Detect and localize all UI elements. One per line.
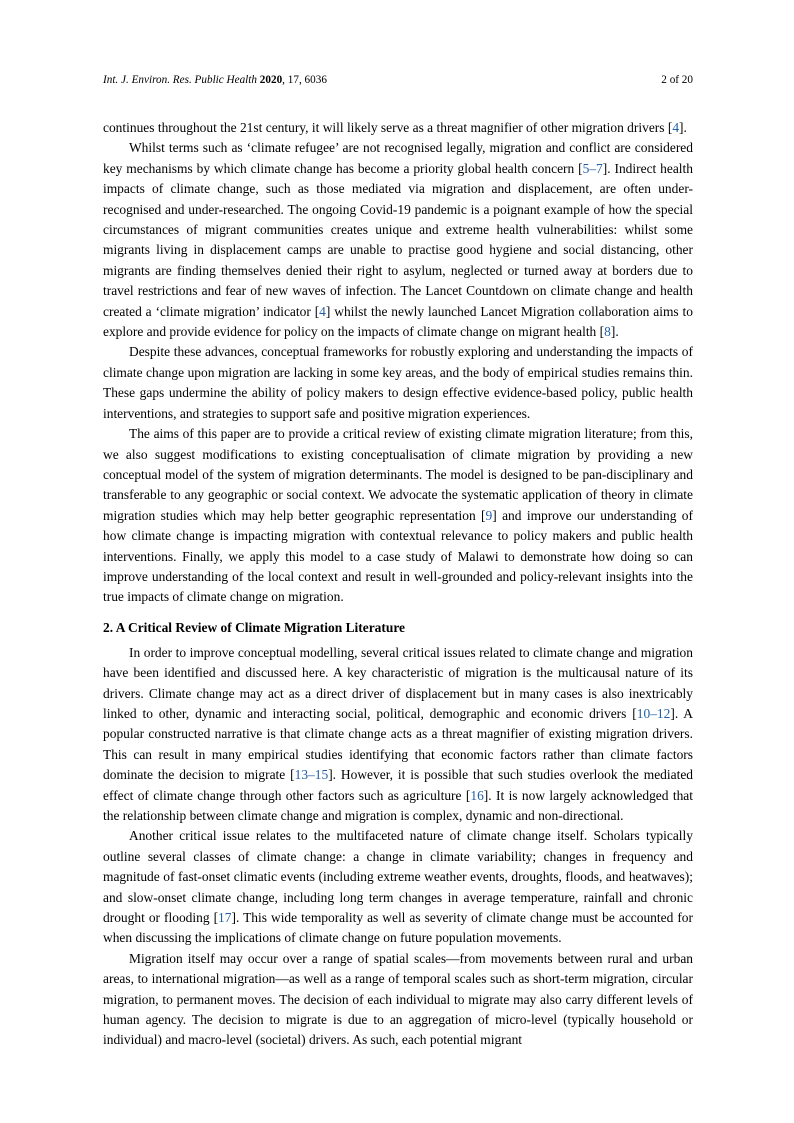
running-header [103, 73, 693, 87]
body-paragraph [103, 118, 693, 138]
paragraph-text: ]. [610, 324, 619, 340]
body-paragraph [103, 138, 693, 342]
paragraph-text: ]. A popular constructed narrative is that climate change acts as a threat magnifier of existing migration drivers. This can result in many empirical studies identifying that economic factors rather than climate factors dominate the decision to migrate [ [103, 705, 694, 783]
paragraph-text: ] and improve our understanding of how climate change is impacting migration with contextual relevance to policy makers and public health interventions. Finally, we apply this model to a case study of Malawi to demonstrate how doing so can improve understanding of the local context and result in well-grounded and policy-relevant insights into the true impacts of climate change on migration. [103, 507, 693, 605]
citation-link[interactable]: 9 [485, 507, 493, 523]
citation-link[interactable]: 4 [319, 303, 326, 319]
journal-year: 2020 [259, 74, 283, 86]
paragraph-text: In order to improve conceptual modelling, several critical issues related to climate change and migration have been identified and discussed here. A key characteristic of migration is the multicausal nature of its drivers. Climate change may act as a direct driver of displacement but in many cases is also inextricably linked to other, dynamic and interacting social, political, demographic and economic drivers [ [103, 644, 693, 721]
paragraph-text: Another critical issue relates to the multifaceted nature of climate change itself. Scholars typically outline several classes of climate change: a change in climate variability; changes in frequency and magnitude of fast-onset climatic events (including extreme weather events, droughts, floods, and heatwaves); and slow-onset climate change, including long term changes in average temperature, rainfall and chronic drought or flooding [ [103, 828, 693, 926]
paragraph-text: ]. However, it is possible that such studies overlook the mediated effect of climate change through other factors such as agriculture [ [103, 767, 693, 803]
body-paragraph [103, 643, 693, 827]
journal-volume: , 17, 6036 [282, 74, 327, 86]
journal-name: Int. J. Environ. Res. Public Health [103, 74, 257, 86]
body-paragraph [103, 949, 693, 1051]
paragraph-text: Whilst terms such as ‘climate refugee’ are not recognised legally, migration and conflict are considered key mechanisms by which climate change has become a priority global health concern [ [103, 140, 693, 176]
paragraph-text: Migration itself may occur over a range of spatial scales—from movements between rural and urban areas, to international migration—as well as a range of temporal scales such as short-term migration, circular migration, to permanent moves. The decision of each individual to migrate may also carry different levels of human agency. The decision to migrate is due to an aggregation of micro-level (typically household or individual) and macro-level (societal) drivers. As such, each potential migrant [103, 950, 693, 1048]
paragraph-text: ]. Indirect health impacts of climate change, such as those mediated via migration and displacement, are often under-recognised and under-researched. The ongoing Covid-19 pandemic is a poignant example of how the special circumstances of migrant communities creates unique and extreme health vulnerabilities: whilst some migrants living in displacement camps are unable to practise good hygiene and social distancing, other migrants are finding themselves denied their right to asylum, neglected or turned away at borders due to travel restrictions and fear of new waves of infection. The Lancet Countdown on climate change and health created a ‘climate migration’ indicator [ [103, 160, 693, 319]
page-number: 2 of 20 [661, 74, 693, 86]
citation-link[interactable]: 5–7 [582, 160, 603, 176]
paragraph-text: The aims of this paper are to provide a critical review of existing climate migration literature; from this, we also suggest modifications to existing conceptualisation of climate migration by providing a new conceptual model of the system of migration determinants. The model is designed to be pan-disciplinary and transferable to any geographic or social context. We advocate the systematic application of theory in climate migration studies which may help better geographic representation [ [103, 426, 693, 523]
citation-link[interactable]: 4 [672, 120, 680, 135]
body-paragraph [103, 826, 693, 948]
paragraph-text: Despite these advances, conceptual frameworks for robustly exploring and understanding the impacts of climate change upon migration are lacking in some key areas, and the body of empirical studies remains thin. These gaps undermine the ability of policy makers to design effective evidence-based policy, public health interventions, and strategies to support safe and positive migration experiences. [103, 344, 693, 421]
paragraph-text: continues throughout the 21st century, it will likely serve as a threat magnifier of other migration drivers [ [103, 120, 673, 135]
paragraph-text: ]. This wide temporality as well as severity of climate change must be accounted for when discussing the implications of climate change on future population movements. [103, 910, 693, 946]
paragraph-text: ]. It is now largely acknowledged that the relationship between climate change and migration is complex, dynamic and non-directional. [103, 787, 693, 823]
paragraph-text: ]. [679, 120, 687, 135]
article-body [103, 118, 693, 1051]
citation-link[interactable]: 13–15 [294, 767, 329, 783]
body-paragraph [103, 424, 693, 608]
citation-link[interactable]: 16 [470, 787, 484, 803]
section-heading: 2. A Critical Review of Climate Migration Literature [103, 619, 406, 635]
citation-link[interactable]: 10–12 [636, 705, 671, 721]
citation-link[interactable]: 17 [218, 910, 232, 926]
paragraph-text: ] whilst the newly launched Lancet Migration collaboration aims to explore and provide evidence for policy on the impacts of climate change on migrant health [ [103, 303, 693, 340]
citation-link[interactable]: 8 [604, 324, 611, 340]
body-paragraph [103, 342, 693, 424]
